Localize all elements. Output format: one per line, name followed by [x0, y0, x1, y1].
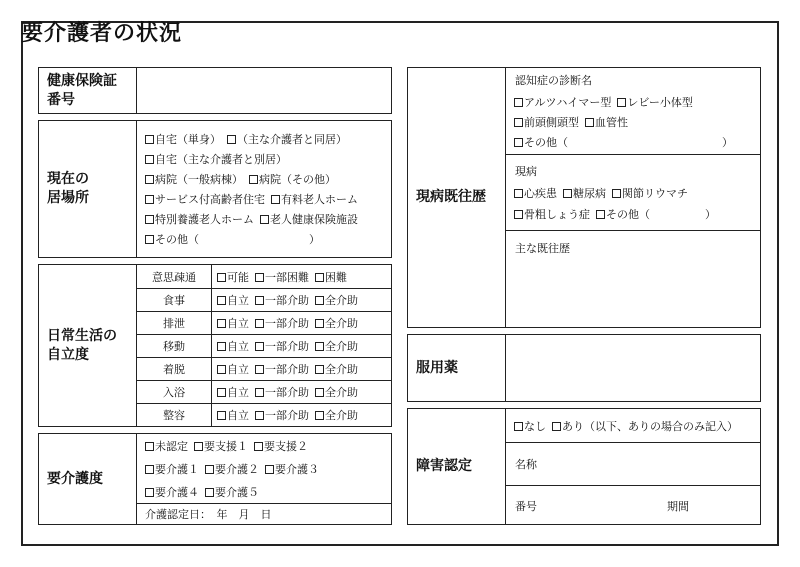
medical-history-label: 現病既往歴 [408, 68, 506, 327]
checkbox[interactable] [255, 273, 264, 282]
medication-section [407, 334, 761, 402]
checkbox-option[interactable]: 自立 [217, 407, 249, 423]
daily-item-name: 排泄 [163, 316, 185, 330]
checkbox[interactable] [612, 189, 621, 198]
checkbox[interactable] [217, 388, 226, 397]
checkbox[interactable] [194, 442, 203, 451]
checkbox[interactable] [255, 319, 264, 328]
checkbox-option[interactable]: 血管性 [585, 114, 628, 130]
checkbox-option[interactable]: その他（ ） [514, 134, 733, 150]
checkbox-line [145, 434, 308, 457]
checkbox-option[interactable]: 糖尿病 [563, 185, 606, 201]
insurance-section [38, 67, 392, 114]
checkbox-option[interactable]: 要介護１ [145, 461, 199, 477]
checkbox[interactable] [217, 365, 226, 374]
checkbox-option[interactable]: 要介護３ [265, 461, 319, 477]
disability-name-label: 名称 [515, 458, 537, 471]
checkbox-option[interactable]: 全介助 [315, 384, 358, 400]
medication-field[interactable] [508, 335, 760, 401]
checkbox-line [514, 112, 628, 132]
checkbox[interactable] [217, 342, 226, 351]
checkbox[interactable] [205, 488, 214, 497]
checkbox-line [217, 265, 347, 288]
checkbox-option[interactable]: 老人健康保険施設 [260, 211, 358, 227]
checkbox-option[interactable]: 一部介助 [255, 407, 309, 423]
care-level-section [38, 433, 392, 525]
checkbox-option[interactable]: 一部介助 [255, 292, 309, 308]
checkbox[interactable] [585, 118, 594, 127]
checkbox[interactable] [514, 189, 523, 198]
care-level-label: 要介護度 [39, 434, 137, 524]
checkbox-option[interactable]: 全介助 [315, 292, 358, 308]
checkbox[interactable] [145, 215, 154, 224]
checkbox[interactable] [514, 98, 523, 107]
checkbox-option[interactable]: 自立 [217, 292, 249, 308]
checkbox[interactable] [249, 175, 258, 184]
checkbox[interactable] [514, 118, 523, 127]
checkbox[interactable] [145, 195, 154, 204]
daily-item-name: 着脱 [163, 362, 185, 376]
checkbox-option[interactable]: 自立 [217, 361, 249, 377]
checkbox[interactable] [596, 210, 605, 219]
checkbox[interactable] [514, 210, 523, 219]
checkbox-option[interactable]: 病院（その他） [249, 171, 336, 187]
residence-section [38, 120, 392, 258]
care-date-label: 介護認定日： 年 月 日 [145, 508, 272, 521]
checkbox-line [145, 480, 259, 503]
disability-label: 障害認定 [408, 409, 506, 524]
disability-number-label: 番号 [515, 500, 537, 513]
checkbox[interactable] [563, 189, 572, 198]
checkbox[interactable] [217, 273, 226, 282]
checkbox-option[interactable]: 要支援２ [254, 438, 308, 454]
checkbox[interactable] [315, 411, 324, 420]
checkbox[interactable] [514, 138, 523, 147]
checkbox[interactable] [254, 442, 263, 451]
insurance-number-field[interactable] [139, 68, 391, 113]
checkbox-option[interactable]: サービス付高齢者住宅 [145, 191, 265, 207]
checkbox-line [217, 288, 358, 311]
checkbox[interactable] [255, 365, 264, 374]
checkbox[interactable] [514, 422, 523, 431]
checkbox[interactable] [227, 135, 236, 144]
checkbox-option[interactable]: 心疾患 [514, 185, 557, 201]
checkbox-line [514, 92, 693, 112]
daily-item-name: 移動 [163, 339, 185, 353]
checkbox-option[interactable]: その他（ ） [596, 206, 716, 222]
disability-section [407, 408, 761, 525]
checkbox[interactable] [260, 215, 269, 224]
form-title: 要介護者の状況 [21, 21, 183, 46]
checkbox-option[interactable]: 自宅（主な介護者と別居） [145, 151, 287, 167]
checkbox-option[interactable]: 要支援１ [194, 438, 248, 454]
daily-living-label: 日常生活の 自立度 [39, 265, 137, 426]
disability-divider-2 [506, 485, 760, 486]
checkbox-option[interactable]: 有料老人ホーム [271, 191, 358, 207]
checkbox-option[interactable]: 一部介助 [255, 315, 309, 331]
checkbox[interactable] [315, 319, 324, 328]
checkbox-line [217, 403, 358, 426]
checkbox-option[interactable]: 特別養護老人ホーム [145, 211, 254, 227]
checkbox[interactable] [205, 465, 214, 474]
checkbox[interactable] [315, 296, 324, 305]
checkbox-option[interactable]: 要介護２ [205, 461, 259, 477]
option-yes[interactable]: あり（以下、ありの場合のみ記入） [552, 418, 738, 434]
checkbox-option[interactable]: 病院（一般病棟） [145, 171, 243, 187]
checkbox[interactable] [271, 195, 280, 204]
checkbox-option[interactable]: 骨粗しょう症 [514, 206, 590, 222]
checkbox[interactable] [217, 319, 226, 328]
residence-label: 現在の 居場所 [39, 121, 137, 257]
checkbox-option[interactable]: 要介護４ [145, 484, 199, 500]
checkbox-option[interactable]: 前頭側頭型 [514, 114, 579, 130]
daily-item-name: 意思疎通 [152, 270, 196, 284]
medication-label: 服用薬 [408, 335, 506, 401]
checkbox-option[interactable]: アルツハイマー型 [514, 94, 611, 110]
checkbox-option[interactable]: 可能 [217, 269, 249, 285]
checkbox-option[interactable]: 一部困難 [255, 269, 309, 285]
checkbox[interactable] [255, 411, 264, 420]
checkbox-line [514, 203, 716, 224]
checkbox[interactable] [265, 465, 274, 474]
checkbox-option[interactable]: 全介助 [315, 315, 358, 331]
daily-item-name: 食事 [163, 293, 185, 307]
checkbox-line [217, 380, 358, 403]
checkbox-option[interactable]: 自立 [217, 384, 249, 400]
checkbox-option[interactable]: 全介助 [315, 338, 358, 354]
checkbox[interactable] [145, 235, 154, 244]
checkbox[interactable] [552, 422, 561, 431]
medical-history-section [407, 67, 761, 328]
checkbox-line [217, 357, 358, 380]
checkbox-line [145, 189, 358, 209]
checkbox-option[interactable]: 自立 [217, 315, 249, 331]
checkbox[interactable] [145, 465, 154, 474]
checkbox-option[interactable]: 一部介助 [255, 361, 309, 377]
daily-item-name: 入浴 [163, 385, 185, 399]
dementia-heading: 認知症の診断名 [515, 74, 592, 87]
insurance-label: 健康保険証 番号 [39, 68, 137, 113]
checkbox[interactable] [315, 388, 324, 397]
checkbox-line [514, 132, 733, 152]
checkbox[interactable] [145, 175, 154, 184]
history-divider-1 [506, 154, 760, 155]
checkbox[interactable] [315, 273, 324, 282]
checkbox-option[interactable]: 一部介助 [255, 338, 309, 354]
disability-period-label: 期間 [667, 500, 689, 513]
checkbox[interactable] [315, 365, 324, 374]
checkbox-option[interactable]: 関節リウマチ [612, 185, 688, 201]
checkbox-line [145, 229, 320, 249]
daily-divider [211, 265, 212, 426]
checkbox-line [145, 209, 358, 229]
checkbox[interactable] [617, 98, 626, 107]
checkbox[interactable] [145, 155, 154, 164]
checkbox-line [514, 182, 688, 203]
checkbox[interactable] [255, 296, 264, 305]
checkbox-option[interactable]: 自立 [217, 338, 249, 354]
checkbox-option[interactable]: その他（ ） [145, 231, 320, 247]
daily-living-section [38, 264, 392, 427]
history-divider-2 [506, 230, 760, 231]
checkbox-line [145, 169, 336, 189]
checkbox-line [145, 457, 319, 480]
checkbox-option[interactable]: 未認定 [145, 438, 188, 454]
checkbox[interactable] [145, 488, 154, 497]
checkbox-option[interactable]: （主な介護者と同居） [227, 131, 347, 147]
checkbox-option[interactable]: 困難 [315, 269, 347, 285]
checkbox-option[interactable]: レビー小体型 [617, 94, 693, 110]
checkbox-option[interactable]: 自宅（単身） [145, 131, 221, 147]
checkbox-line [145, 129, 347, 149]
checkbox[interactable] [145, 442, 154, 451]
disability-options [514, 415, 738, 437]
checkbox[interactable] [217, 411, 226, 420]
past-history-heading: 主な既往歴 [515, 242, 570, 255]
disability-divider-1 [506, 442, 760, 443]
checkbox-option[interactable]: 全介助 [315, 361, 358, 377]
checkbox[interactable] [217, 296, 226, 305]
option-none[interactable]: なし [514, 418, 546, 434]
checkbox[interactable] [255, 342, 264, 351]
checkbox-option[interactable]: 要介護５ [205, 484, 259, 500]
checkbox-option[interactable]: 一部介助 [255, 384, 309, 400]
checkbox-line [217, 311, 358, 334]
checkbox[interactable] [315, 342, 324, 351]
checkbox[interactable] [145, 135, 154, 144]
daily-item-name: 整容 [163, 408, 185, 422]
checkbox[interactable] [255, 388, 264, 397]
current-illness-heading: 現病 [515, 165, 537, 178]
checkbox-line [145, 149, 287, 169]
checkbox-option[interactable]: 全介助 [315, 407, 358, 423]
checkbox-line [217, 334, 358, 357]
